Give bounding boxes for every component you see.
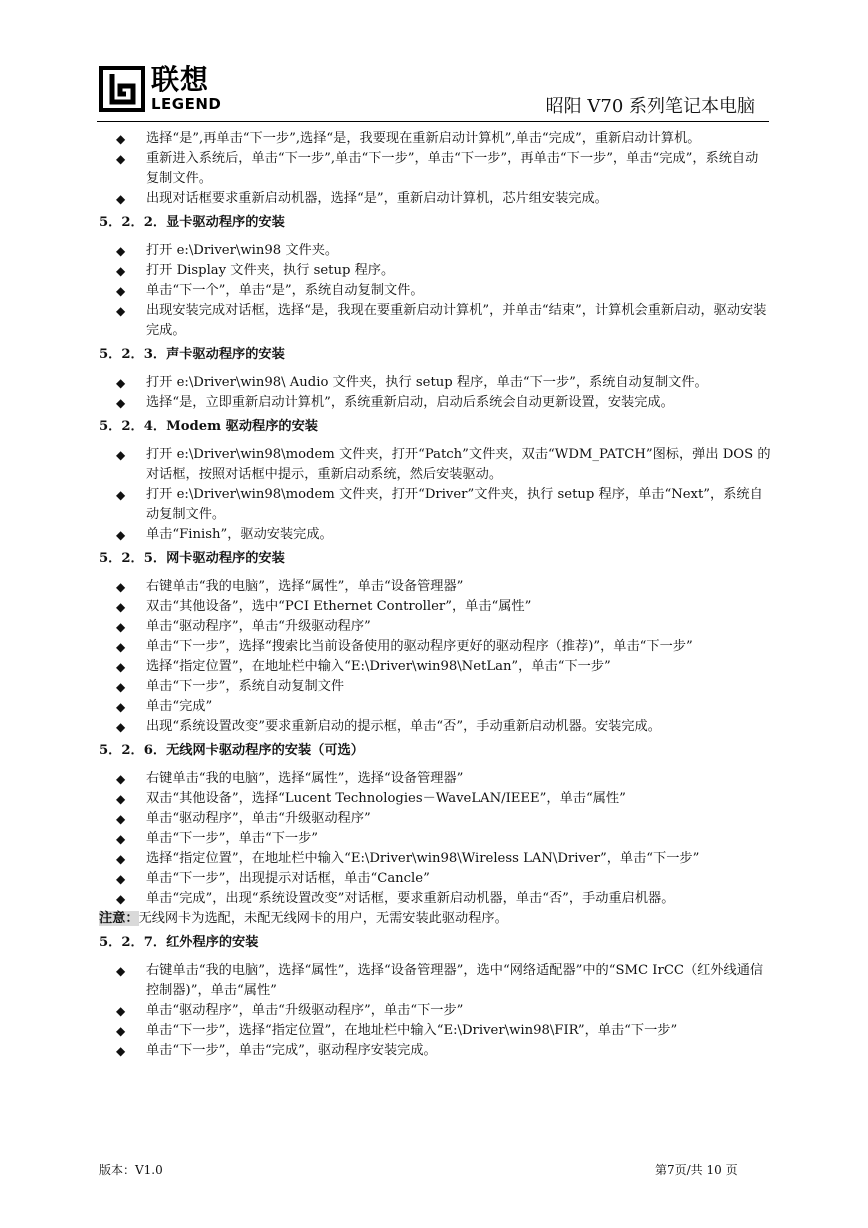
note-label: 注意：	[99, 911, 139, 926]
list-item: ◆ 打开 e:\Driver\win98\modem 文件夹，打开“Patch”文件夹，双击“WDM_PATCH”图标，弹出 DOS 的对话框，按照对话框中提示，重新启动系统，然后安装驱动。	[116, 447, 771, 482]
diamond-bullet-icon: ◆	[116, 872, 126, 886]
list-item: ◆ 单击“驱动程序”，单击“升级驱动程序”，单击“下一步”	[99, 1001, 771, 1021]
section-wireless-driver	[99, 741, 771, 929]
list-item: ◆ 右键单击“我的电脑”，选择“属性”，选择“设备管理器”	[99, 769, 771, 789]
header-divider	[97, 121, 769, 122]
list-item: ◆ 出现“系统设置改变”要求重新启动的提示框，单击“否”，手动重新启动机器。安装完成。	[99, 717, 771, 737]
list-item: ◆ 单击“完成”，出现“系统设置改变”对话框，要求重新启动机器，单击“否”，手动重启机器。	[99, 889, 771, 909]
diamond-bullet-icon: ◆	[116, 852, 126, 866]
diamond-bullet-icon: ◆	[116, 660, 126, 674]
diamond-bullet-icon: ◆	[116, 720, 126, 734]
diamond-bullet-icon: ◆	[116, 376, 126, 390]
list-item: ◆ 单击“下一步”，选择“搜索比当前设备使用的驱动程序更好的驱动程序（推荐)”，单击“下一步”	[99, 637, 771, 657]
footer-page-number: 第7页/共 10 页	[655, 1163, 738, 1177]
list-item: ◆ 右键单击“我的电脑”，选择“属性”，单击“设备管理器”	[99, 577, 771, 597]
diamond-bullet-icon: ◆	[116, 600, 126, 614]
diamond-bullet-icon: ◆	[116, 244, 126, 258]
list-item: ◆ 选择“指定位置”，在地址栏中输入“E:\Driver\win98\NetLan”，单击“下一步”	[99, 657, 771, 677]
list-item: ◆ 出现安装完成对话框，选择“是，我现在要重新启动计算机”，并单击“结束”，计算机会重新启动，驱动安装完成。	[116, 303, 767, 338]
diamond-bullet-icon: ◆	[116, 284, 126, 298]
legend-logo	[99, 63, 223, 114]
list-item: ◆ 打开 Display 文件夹，执行 setup 程序。	[99, 261, 771, 281]
list-item: ◆ 单击“驱动程序”，单击“升级驱动程序”	[99, 617, 771, 637]
section-network-driver	[99, 549, 771, 737]
list-item: ◆ 出现对话框要求重新启动机器，选择“是”，重新启动计算机，芯片组安装完成。	[99, 189, 771, 209]
list-item: ◆ 打开 e:\Driver\win98\ Audio 文件夹，执行 setup 程序，单击“下一步”，系统自动复制文件。	[99, 373, 771, 393]
list-item: ◆ 选择“是，立即重新启动计算机”，系统重新启动，启动后系统会自动更新设置，安装完成。	[99, 393, 771, 413]
diamond-bullet-icon: ◆	[116, 680, 126, 694]
section-heading: 5．2．5．网卡驱动程序的安装	[99, 551, 285, 566]
diamond-bullet-icon: ◆	[116, 448, 126, 462]
diamond-bullet-icon: ◆	[116, 812, 126, 826]
logo-chinese-text: 联想	[151, 63, 210, 96]
list-item: ◆ 选择“是”,再单击“下一步”,选择“是，我要现在重新启动计算机”,单击“完成”，重新启动计算机。	[99, 129, 771, 149]
section-audio-driver	[99, 345, 771, 413]
section-heading: 5．2．2．显卡驱动程序的安装	[99, 215, 285, 230]
list-item: ◆ 单击“下一步”，单击“下一步”	[99, 829, 771, 849]
diamond-bullet-icon: ◆	[116, 1024, 126, 1038]
diamond-bullet-icon: ◆	[116, 580, 126, 594]
diamond-bullet-icon: ◆	[116, 304, 126, 318]
section-heading: 5．2．6．无线网卡驱动程序的安装（可选）	[99, 743, 364, 758]
list-item: ◆ 单击“Finish”，驱动安装完成。	[99, 525, 771, 545]
intro-list	[99, 129, 771, 209]
list-item: ◆ 重新进入系统后，单击“下一步”,单击“下一步”，单击“下一步”，再单击“下一步”，单击“完成”，系统自动复制文件。	[116, 151, 759, 186]
legend-logo-mark-icon	[99, 66, 145, 112]
list-item: ◆ 单击“完成”	[99, 697, 771, 717]
document-body	[99, 129, 771, 1061]
section-modem-driver	[99, 417, 771, 545]
list-item: ◆ 双击“其他设备”，选择“Lucent Technologies－WaveLAN/IEEE”，单击“属性”	[99, 789, 771, 809]
list-item: ◆ 单击“下一步”，单击“完成”，驱动程序安装完成。	[99, 1041, 771, 1061]
diamond-bullet-icon: ◆	[116, 792, 126, 806]
list-item: ◆ 单击“下一步”，选择“指定位置”，在地址栏中输入“E:\Driver\win98\FIR”，单击“下一步”	[99, 1021, 771, 1041]
section-display-driver	[99, 213, 771, 341]
list-item: ◆ 双击“其他设备”，选中“PCI Ethernet Controller”，单击“属性”	[99, 597, 771, 617]
list-item: ◆ 选择“指定位置”，在地址栏中输入“E:\Driver\win98\Wireless LAN\Driver”，单击“下一步”	[99, 849, 771, 869]
logo-english-text: LEGEND	[151, 95, 222, 113]
list-item: ◆ 单击“下一步”，出现提示对话框，单击“Cancle”	[99, 869, 771, 889]
diamond-bullet-icon: ◆	[116, 132, 126, 146]
list-item: ◆ 单击“下一个”，单击“是”，系统自动复制文件。	[99, 281, 771, 301]
section-heading: 5．2．7．红外程序的安装	[99, 935, 259, 950]
diamond-bullet-icon: ◆	[116, 832, 126, 846]
diamond-bullet-icon: ◆	[116, 488, 126, 502]
note-text: 无线网卡为选配，未配无线网卡的用户，无需安装此驱动程序。	[138, 911, 508, 926]
section-heading: 5．2．4．Modem 驱动程序的安装	[99, 419, 318, 434]
section-infrared-driver	[99, 933, 771, 1061]
footer-version: 版本：V1.0	[99, 1163, 163, 1177]
diamond-bullet-icon: ◆	[116, 192, 126, 206]
document-title: 昭阳 V70 系列笔记本电脑	[545, 96, 755, 117]
note	[99, 909, 771, 929]
list-item: ◆ 右键单击“我的电脑”，选择“属性”，选择“设备管理器”，选中“网络适配器”中的“SMC IrCC（红外线通信控制器)”，单击“属性”	[116, 963, 764, 998]
list-item: ◆ 单击“下一步”，系统自动复制文件	[99, 677, 771, 697]
diamond-bullet-icon: ◆	[116, 620, 126, 634]
diamond-bullet-icon: ◆	[116, 264, 126, 278]
diamond-bullet-icon: ◆	[116, 964, 126, 978]
diamond-bullet-icon: ◆	[116, 396, 126, 410]
diamond-bullet-icon: ◆	[116, 892, 126, 906]
diamond-bullet-icon: ◆	[116, 152, 126, 166]
diamond-bullet-icon: ◆	[116, 528, 126, 542]
section-heading: 5．2．3．声卡驱动程序的安装	[99, 347, 285, 362]
diamond-bullet-icon: ◆	[116, 700, 126, 714]
diamond-bullet-icon: ◆	[116, 1044, 126, 1058]
list-item: ◆ 打开 e:\Driver\win98\modem 文件夹，打开“Driver”文件夹，执行 setup 程序，单击“Next”，系统自动复制文件。	[116, 487, 763, 522]
diamond-bullet-icon: ◆	[116, 640, 126, 654]
diamond-bullet-icon: ◆	[116, 772, 126, 786]
list-item: ◆ 打开 e:\Driver\win98 文件夹。	[99, 241, 771, 261]
diamond-bullet-icon: ◆	[116, 1004, 126, 1018]
list-item: ◆ 单击“驱动程序”，单击“升级驱动程序”	[99, 809, 771, 829]
